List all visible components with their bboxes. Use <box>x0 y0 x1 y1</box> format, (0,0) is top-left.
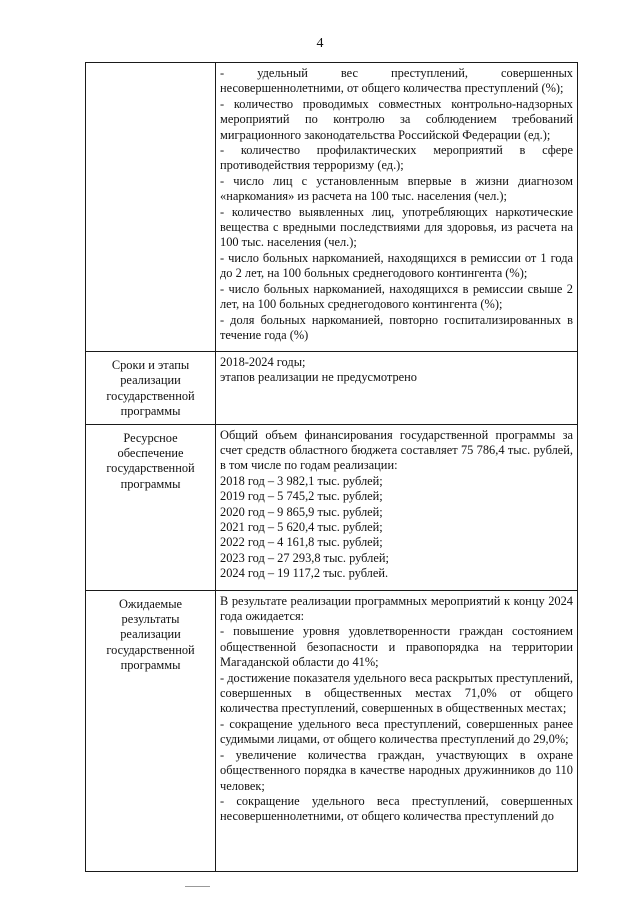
table-row-results <box>86 590 578 871</box>
list-item: - сокращение удельного веса преступлений, совершенных ранее судимыми лицами, от общего количества преступлений до 29,0%; <box>220 716 573 747</box>
list-item: - число лиц с установленным впервые в жизни диагнозом «наркомания» из расчета на 100 тыс. населения (чел.); <box>220 173 573 204</box>
list-item: - повышение уровня удовлетворенности граждан состоянием общественной безопасности и правопорядка на территории Магаданской области до 41%; <box>220 624 573 670</box>
timeline-line: этапов реализации не предусмотрено <box>220 370 417 385</box>
list-item: - удельный вес преступлений, совершенных несовершеннолетними, от общего количества преступлений (%); <box>220 66 573 96</box>
table-row-timeline <box>86 352 578 425</box>
list-item: - количество профилактических мероприятий в сфере противодействия терроризму (ед.); <box>220 143 573 173</box>
footer-divider <box>185 886 210 887</box>
year-line: 2019 год – 5 745,2 тыс. рублей; <box>220 489 383 504</box>
row-label-indicators <box>86 63 216 352</box>
indicators-content <box>216 63 578 352</box>
results-label-text: Ожидаемые результаты реализации государственной программы <box>106 596 195 673</box>
timeline-label-text: Сроки и этапы реализации государственной программы <box>106 358 195 419</box>
row-label-timeline <box>86 352 216 425</box>
year-line: 2020 год – 9 865,9 тыс. рублей; <box>220 504 383 519</box>
table-row-indicators <box>86 63 578 352</box>
timeline-line: 2018-2024 годы; <box>220 355 306 369</box>
timeline-content <box>216 352 578 425</box>
year-line: 2021 год – 5 620,4 тыс. рублей; <box>220 520 383 535</box>
year-line: 2018 год – 3 982,1 тыс. рублей; <box>220 473 383 488</box>
results-content <box>216 590 578 871</box>
list-item: - число больных наркоманией, находящихся в ремиссии от 1 года до 2 лет, на 100 больных среднегодового контингента (%); <box>220 250 573 281</box>
page-number: 4 <box>316 36 324 51</box>
year-line: 2024 год – 19 117,2 тыс. рублей. <box>220 566 389 581</box>
list-item: - увеличение количества граждан, участвующих в охране общественного порядка в качестве народных дружинников до 110 человек; <box>220 747 573 793</box>
list-item: - доля больных наркоманией, повторно госпитализированных в течение года (%) <box>220 312 573 342</box>
resources-label-text: Ресурсное обеспечение государственной программы <box>106 430 195 491</box>
resources-intro: Общий объем финансирования государственной программы за счет средств областного бюджета составляет 75 786,4 тыс. рублей, в том числе по годам реализации: <box>220 427 573 473</box>
results-intro: В результате реализации программных мероприятий к концу 2024 года ожидается: <box>220 593 573 624</box>
year-line: 2022 год – 4 161,8 тыс. рублей; <box>220 535 383 550</box>
year-line: 2023 год – 27 293,8 тыс. рублей; <box>220 550 389 565</box>
list-item: - достижение показателя удельного веса раскрытых преступлений, совершенных в общественных местах 71,0% от общего количества преступлений, совершенных в общественных местах; <box>220 670 573 716</box>
list-item: - количество проводимых совместных контрольно-надзорных мероприятий по контролю за соблюдением требований миграционного законодательства Российской Федерации (ед.); <box>220 96 573 142</box>
row-label-resources <box>86 424 216 590</box>
list-item: - количество выявленных лиц, употребляющих наркотические вещества с вредными последствиями для здоровья, из расчета на 100 тыс. населения (чел.); <box>220 204 573 250</box>
resources-content <box>216 424 578 590</box>
passport-table <box>85 62 578 872</box>
table-row-resources <box>86 424 578 590</box>
list-item: - число больных наркоманией, находящихся в ремиссии свыше 2 лет, на 100 больных среднегодового контингента (%); <box>220 281 573 312</box>
list-item: - сокращение удельного веса преступлений, совершенных несовершеннолетними, от общего количества преступлений до <box>220 793 573 824</box>
row-label-results <box>86 590 216 871</box>
